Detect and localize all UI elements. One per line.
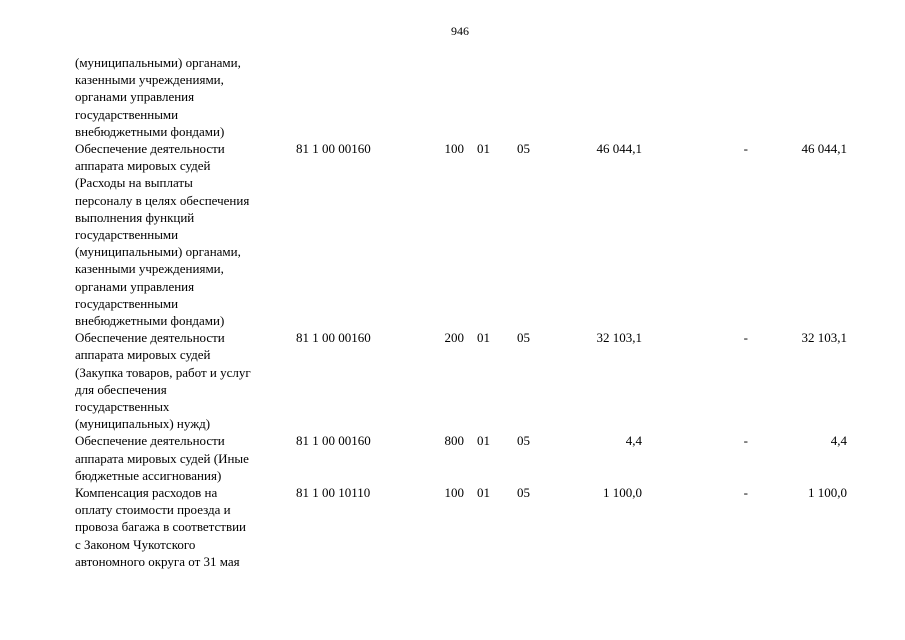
amount-federal: - — [743, 141, 748, 157]
amount-regional: 1 100,0 — [808, 485, 847, 501]
table-row — [0, 484, 905, 570]
expense-name-line: провоза багажа в соответствии — [75, 519, 246, 535]
section-code: 01 — [477, 433, 490, 449]
amount-federal: - — [743, 433, 748, 449]
subsection-code: 05 — [517, 485, 530, 501]
expense-type-code: 200 — [444, 330, 464, 346]
amount-federal: - — [743, 330, 748, 346]
budget-table — [0, 54, 905, 570]
subsection-code: 05 — [517, 433, 530, 449]
expense-name-line: государственными — [75, 227, 179, 243]
expense-type-code: 100 — [444, 485, 464, 501]
subsection-code: 05 — [517, 141, 530, 157]
expense-name-line: государственными — [75, 295, 179, 311]
expense-name-line: (Расходы на выплаты — [75, 175, 193, 191]
amount-total: 1 100,0 — [603, 485, 642, 501]
section-code: 01 — [477, 141, 490, 157]
page-number: 946 — [451, 24, 469, 38]
expense-name-line: государственных — [75, 399, 170, 415]
expense-name-line: (муниципальными) органами, — [75, 244, 241, 260]
expense-name-line: (муниципальными) органами, — [75, 55, 241, 70]
expense-name-line: государственными — [75, 106, 179, 122]
expense-name-line: Обеспечение деятельности — [75, 433, 225, 449]
table-row — [0, 329, 905, 432]
table-row — [0, 140, 905, 329]
target-article-code: 81 1 00 10110 — [296, 485, 371, 501]
amount-regional: 4,4 — [830, 433, 847, 449]
expense-type-code: 800 — [444, 433, 464, 449]
expense-name-line: автономного округа от 31 мая — [75, 553, 240, 569]
expense-name-line: внебюджетными фондами) — [75, 313, 225, 329]
expense-name — [75, 329, 290, 432]
expense-name — [75, 140, 290, 329]
amount-regional: 32 103,1 — [801, 330, 847, 346]
target-article-code: 81 1 00 00160 — [296, 141, 371, 157]
expense-name-line: оплату стоимости проезда и — [75, 502, 231, 518]
section-code: 01 — [477, 485, 490, 501]
expense-name-line: аппарата мировых судей — [75, 347, 211, 363]
amount-total: 46 044,1 — [596, 141, 642, 157]
section-code: 01 — [477, 330, 490, 346]
table-row — [0, 432, 905, 484]
expense-type-code: 100 — [444, 141, 464, 157]
target-article-code: 81 1 00 00160 — [296, 433, 371, 449]
expense-name — [75, 432, 290, 484]
amount-total: 32 103,1 — [596, 330, 642, 346]
expense-name-line: внебюджетными фондами) — [75, 123, 225, 139]
expense-name-line: казенными учреждениями, — [75, 261, 224, 277]
target-article-code: 81 1 00 00160 — [296, 330, 371, 346]
expense-name-line: Обеспечение деятельности — [75, 141, 225, 157]
expense-name-line: Обеспечение деятельности — [75, 330, 225, 346]
expense-name-line: для обеспечения — [75, 381, 167, 397]
table-row — [0, 54, 905, 140]
expense-name-line: аппарата мировых судей (Иные — [75, 450, 249, 466]
expense-name-line: (муниципальных) нужд) — [75, 416, 211, 432]
expense-name-line: (Закупка товаров, работ и услуг — [75, 364, 251, 380]
expense-name-line: Компенсация расходов на — [75, 485, 218, 501]
amount-federal: - — [743, 485, 748, 501]
expense-name-line: персоналу в целях обеспечения — [75, 192, 250, 208]
amount-total: 4,4 — [625, 433, 642, 449]
expense-name-line: выполнения функций — [75, 209, 195, 225]
expense-name — [75, 54, 290, 140]
subsection-code: 05 — [517, 330, 530, 346]
expense-name-line: органами управления — [75, 278, 195, 294]
expense-name — [75, 484, 290, 570]
expense-name-line: бюджетные ассигнования) — [75, 467, 222, 483]
expense-name-line: органами управления — [75, 89, 195, 105]
amount-regional: 46 044,1 — [801, 141, 847, 157]
expense-name-line: казенными учреждениями, — [75, 72, 224, 88]
expense-name-line: аппарата мировых судей — [75, 158, 211, 174]
expense-name-line: с Законом Чукотского — [75, 536, 196, 552]
